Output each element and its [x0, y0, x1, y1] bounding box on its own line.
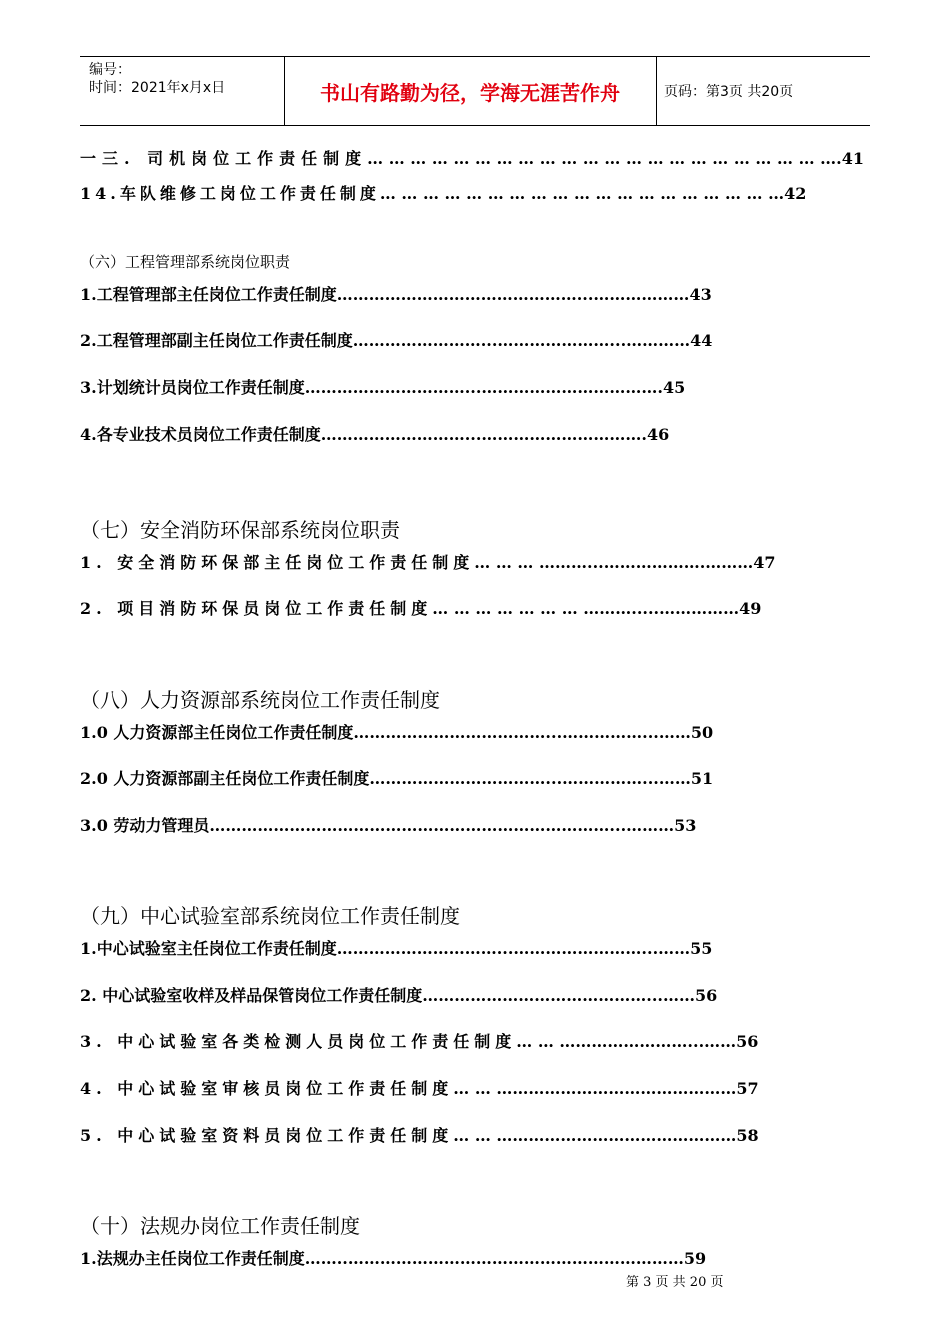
toc-entry[interactable]	[80, 149, 864, 169]
toc-entry-title: 1.法规办主任岗位工作责任制度	[80, 1249, 305, 1268]
toc-entry-page: 43	[689, 285, 712, 304]
toc-entry[interactable]	[80, 1079, 759, 1099]
toc-entry-title: 1. 安全消防环保部主任岗位工作责任制度	[80, 553, 475, 572]
toc-entry-page: 53	[674, 816, 697, 835]
toc-entry-leader: ……………………………………...……	[422, 986, 695, 1005]
header-meta	[89, 61, 225, 97]
toc-entry-leader: … … ………………………………………	[453, 1126, 737, 1145]
toc-entry-leader: … … ………………………………………	[453, 1079, 737, 1098]
toc-entry[interactable]	[80, 378, 685, 398]
toc-entry-page: 58	[736, 1126, 759, 1145]
toc-entry-title: 2. 项目消防环保员岗位工作责任制度	[80, 599, 433, 618]
toc-entry-leader: … … … … … … … ……….....……………	[432, 599, 740, 618]
document-header	[80, 56, 870, 126]
toc-entry-title: 2. 中心试验室收样及样品保管岗位工作责任制度	[80, 986, 423, 1005]
toc-entry-leader: ………………………………………...………………	[336, 285, 690, 304]
toc-entry[interactable]	[80, 184, 806, 204]
toc-entry[interactable]	[80, 816, 696, 836]
toc-entry-leader: … … … ………...……………….………	[474, 553, 754, 572]
date-label: 时间：2021年x月x日	[89, 80, 226, 96]
toc-entry-leader: …………………………...…………………………….	[304, 378, 663, 397]
toc-entry-title: 4. 中心试验室审核员岗位工作责任制度	[80, 1079, 454, 1098]
section-heading: （六）工程管理部系统岗位职责	[80, 253, 291, 271]
toc-entry-title: 1.0 人力资源部主任岗位工作责任制度	[80, 723, 354, 742]
toc-entry-leader: ……………………...…………………...…………	[352, 331, 691, 350]
toc-entry-title: 3. 中心试验室各类检测人员岗位工作责任制度	[80, 1032, 517, 1051]
toc-entry-title: 4.各专业技术员岗位工作责任制度	[80, 425, 321, 444]
header-divider	[656, 57, 657, 125]
toc-entry[interactable]	[80, 425, 669, 445]
toc-entry-page: 44	[690, 331, 713, 350]
toc-entry-title: 1.中心试验室主任岗位工作责任制度	[80, 939, 337, 958]
toc-entry-page: 56	[736, 1032, 759, 1051]
toc-entry-leader: …………………………………………………………………...………	[209, 816, 675, 835]
toc-entry-title: 5. 中心试验室资料员岗位工作责任制度	[80, 1126, 454, 1145]
toc-entry-page: 56	[695, 986, 718, 1005]
toc-entry-page: 42	[784, 184, 807, 203]
toc-entry[interactable]	[80, 553, 776, 573]
toc-entry[interactable]	[80, 939, 712, 959]
toc-entry-page: 49	[739, 599, 762, 618]
toc-entry-leader: ……..………………………………………………………	[304, 1249, 684, 1268]
toc-entry-page: 55	[690, 939, 713, 958]
toc-entry[interactable]	[80, 285, 712, 305]
section-heading: （十）法规办岗位工作责任制度	[80, 1214, 360, 1238]
toc-entry-leader: ………………………...………………………….	[320, 425, 647, 444]
toc-entry-page: 59	[683, 1249, 707, 1268]
toc-entry-page: 57	[736, 1079, 759, 1098]
toc-entry-title: 3.计划统计员岗位工作责任制度	[80, 378, 305, 397]
header-motto: 书山有路勤为径，学海无涯苦作舟	[320, 80, 620, 105]
toc-entry-page: .41	[836, 149, 864, 168]
number-label: 编号：	[89, 62, 131, 78]
toc-entry-title: 一三. 司机岗位工作责任制度	[80, 149, 368, 168]
toc-entry[interactable]	[80, 1249, 706, 1269]
toc-entry-title: 14.车队维修工岗位工作责任制度	[80, 184, 380, 203]
toc-entry-leader: ………………………………...……………...……	[353, 723, 691, 742]
toc-entry-leader: … … … … … … … … … … … … … … … … … … … … … …	[367, 149, 837, 168]
toc-entry[interactable]	[80, 986, 717, 1006]
toc-entry[interactable]	[80, 599, 761, 619]
toc-entry-page: 46	[647, 425, 670, 444]
toc-entry-leader: … … … … … … … … … … … … … … … … … … …	[379, 184, 785, 203]
toc-entry[interactable]	[80, 769, 713, 789]
section-heading: （九）中心试验室部系统岗位工作责任制度	[80, 904, 460, 928]
toc-entry-title: 2.0 人力资源部副主任岗位工作责任制度	[80, 769, 370, 788]
toc-entry[interactable]	[80, 331, 712, 351]
toc-entry-title: 1.工程管理部主任岗位工作责任制度	[80, 285, 337, 304]
toc-entry-title: 3.0 劳动力管理员	[80, 816, 210, 835]
toc-entry[interactable]	[80, 1032, 758, 1052]
toc-entry-title: 2.工程管理部副主任岗位工作责任制度	[80, 331, 353, 350]
toc-entry-leader: ……………………………...……………...……	[369, 769, 691, 788]
toc-entry-page: 50	[690, 723, 714, 742]
header-page-label: 页码：第3页 共20页	[664, 84, 794, 100]
toc-entry[interactable]	[80, 723, 713, 743]
toc-entry[interactable]	[80, 1126, 759, 1146]
toc-entry-leader: …………………………...……………………...……	[336, 939, 691, 958]
toc-entry-page: 47	[753, 553, 776, 572]
toc-entry-page: 45	[663, 378, 686, 397]
toc-entry-leader: … … ……………………...……	[516, 1032, 737, 1051]
section-heading: （八）人力资源部系统岗位工作责任制度	[80, 688, 440, 712]
toc-entry-page: 51	[690, 769, 714, 788]
page-footer: 第 3 页 共 20 页	[626, 1275, 724, 1290]
section-heading: （七）安全消防环保部系统岗位职责	[80, 518, 400, 542]
